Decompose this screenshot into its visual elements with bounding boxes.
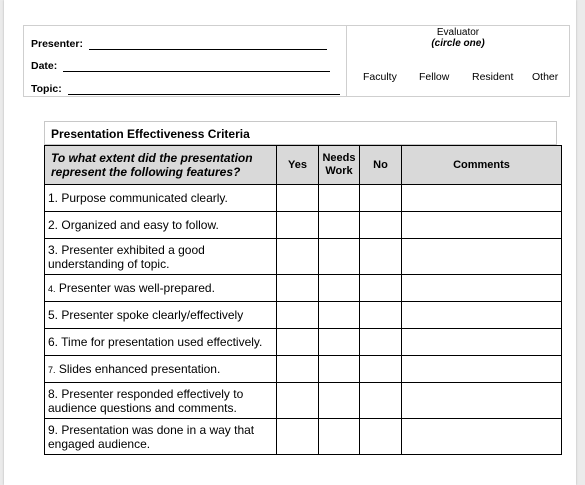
no-cell[interactable] (360, 302, 402, 329)
comments-cell[interactable] (402, 239, 562, 275)
criterion-cell (45, 356, 277, 383)
criterion-cell (45, 302, 277, 329)
table-row (45, 275, 562, 302)
yes-cell[interactable] (277, 239, 319, 275)
criterion-cell (45, 185, 277, 212)
needs-work-cell[interactable] (319, 419, 360, 455)
needs-work-cell[interactable] (319, 356, 360, 383)
comments-cell[interactable] (402, 356, 562, 383)
yes-cell[interactable] (277, 302, 319, 329)
no-cell[interactable] (360, 275, 402, 302)
criterion-number: 2. (48, 218, 59, 232)
evaluator-option-resident[interactable]: Resident (472, 71, 514, 83)
criterion-cell (45, 239, 277, 275)
table-row (45, 239, 562, 275)
table-row (45, 212, 562, 239)
criterion-number: 1. (48, 191, 59, 205)
evaluator-option-fellow[interactable]: Fellow (419, 71, 450, 83)
presenter-fields (24, 26, 347, 96)
criterion-text: Presenter was well-prepared. (58, 280, 215, 295)
topic-field[interactable] (31, 83, 340, 95)
document-page (4, 0, 576, 485)
needs-work-cell[interactable] (319, 302, 360, 329)
comments-cell[interactable] (402, 212, 562, 239)
evaluator-option-faculty[interactable]: Faculty (363, 71, 397, 83)
criterion-text: Organized and easy to follow. (61, 218, 219, 232)
presenter-line[interactable] (89, 48, 327, 50)
yes-cell[interactable] (277, 356, 319, 383)
criterion-text: Time for presentation used effectively. (61, 335, 263, 349)
comments-cell[interactable] (402, 419, 562, 455)
presenter-info-box (23, 25, 570, 97)
presenter-label: Presenter: (31, 38, 83, 50)
criteria-table (44, 145, 562, 455)
table-row (45, 419, 562, 455)
no-cell[interactable] (360, 239, 402, 275)
topic-label: Topic: (31, 83, 62, 95)
no-cell[interactable] (360, 356, 402, 383)
no-cell[interactable] (360, 212, 402, 239)
comments-cell[interactable] (402, 302, 562, 329)
table-header-row (45, 146, 562, 185)
criterion-cell (45, 275, 277, 302)
date-line[interactable] (63, 70, 330, 72)
yes-cell[interactable] (277, 383, 319, 419)
yes-cell[interactable] (277, 329, 319, 356)
criterion-text: Slides enhanced presentation. (58, 361, 221, 376)
comments-cell[interactable] (402, 185, 562, 212)
table-row (45, 302, 562, 329)
yes-cell[interactable] (277, 212, 319, 239)
criterion-text: Presentation was done in a way that engaged audience. (48, 422, 255, 451)
needs-work-cell[interactable] (319, 275, 360, 302)
comments-cell[interactable] (402, 329, 562, 356)
table-row (45, 383, 562, 419)
date-label: Date: (31, 60, 58, 72)
needs-work-cell[interactable] (319, 383, 360, 419)
yes-cell[interactable] (277, 419, 319, 455)
criterion-text: Presenter exhibited a good understanding of topic. (48, 242, 205, 271)
needs-work-cell[interactable] (319, 329, 360, 356)
evaluator-title: Evaluator (436, 27, 480, 38)
criterion-cell (45, 383, 277, 419)
needs-work-cell[interactable] (319, 212, 360, 239)
yes-cell[interactable] (277, 185, 319, 212)
table-row (45, 356, 562, 383)
evaluator-option-other[interactable]: Other (532, 71, 559, 83)
no-header: No (360, 146, 402, 185)
criterion-number: 5. (48, 308, 59, 322)
needs-work-header: Needs Work (319, 146, 360, 185)
criterion-text: Presenter spoke clearly/effectively (61, 308, 244, 322)
criterion-number: 3. (48, 242, 59, 257)
presenter-field[interactable] (31, 38, 327, 50)
criterion-number: 4. (48, 283, 56, 294)
criterion-cell (45, 212, 277, 239)
table-row (45, 329, 562, 356)
comments-header: Comments (402, 146, 562, 185)
evaluator-subtitle: (circle one) (431, 38, 485, 49)
question-header: To what extent did the presentation represent the following features? (45, 146, 277, 185)
criterion-number: 6. (48, 335, 59, 349)
criterion-text: Purpose communicated clearly. (61, 191, 228, 205)
no-cell[interactable] (360, 383, 402, 419)
topic-line[interactable] (68, 93, 340, 95)
date-field[interactable] (31, 60, 330, 72)
criterion-number: 8. (48, 386, 59, 401)
comments-cell[interactable] (402, 275, 562, 302)
criterion-number: 7. (48, 364, 56, 375)
table-row (45, 185, 562, 212)
criteria-title: Presentation Effectiveness Criteria (44, 121, 557, 145)
no-cell[interactable] (360, 419, 402, 455)
no-cell[interactable] (360, 185, 402, 212)
evaluator-section (347, 26, 569, 96)
criterion-text: Presenter responded effectively to audience questions and comments. (48, 386, 244, 415)
no-cell[interactable] (360, 329, 402, 356)
comments-cell[interactable] (402, 383, 562, 419)
criterion-cell (45, 419, 277, 455)
needs-work-cell[interactable] (319, 239, 360, 275)
criterion-cell (45, 329, 277, 356)
needs-work-cell[interactable] (319, 185, 360, 212)
criterion-number: 9. (48, 422, 59, 437)
yes-header: Yes (277, 146, 319, 185)
yes-cell[interactable] (277, 275, 319, 302)
